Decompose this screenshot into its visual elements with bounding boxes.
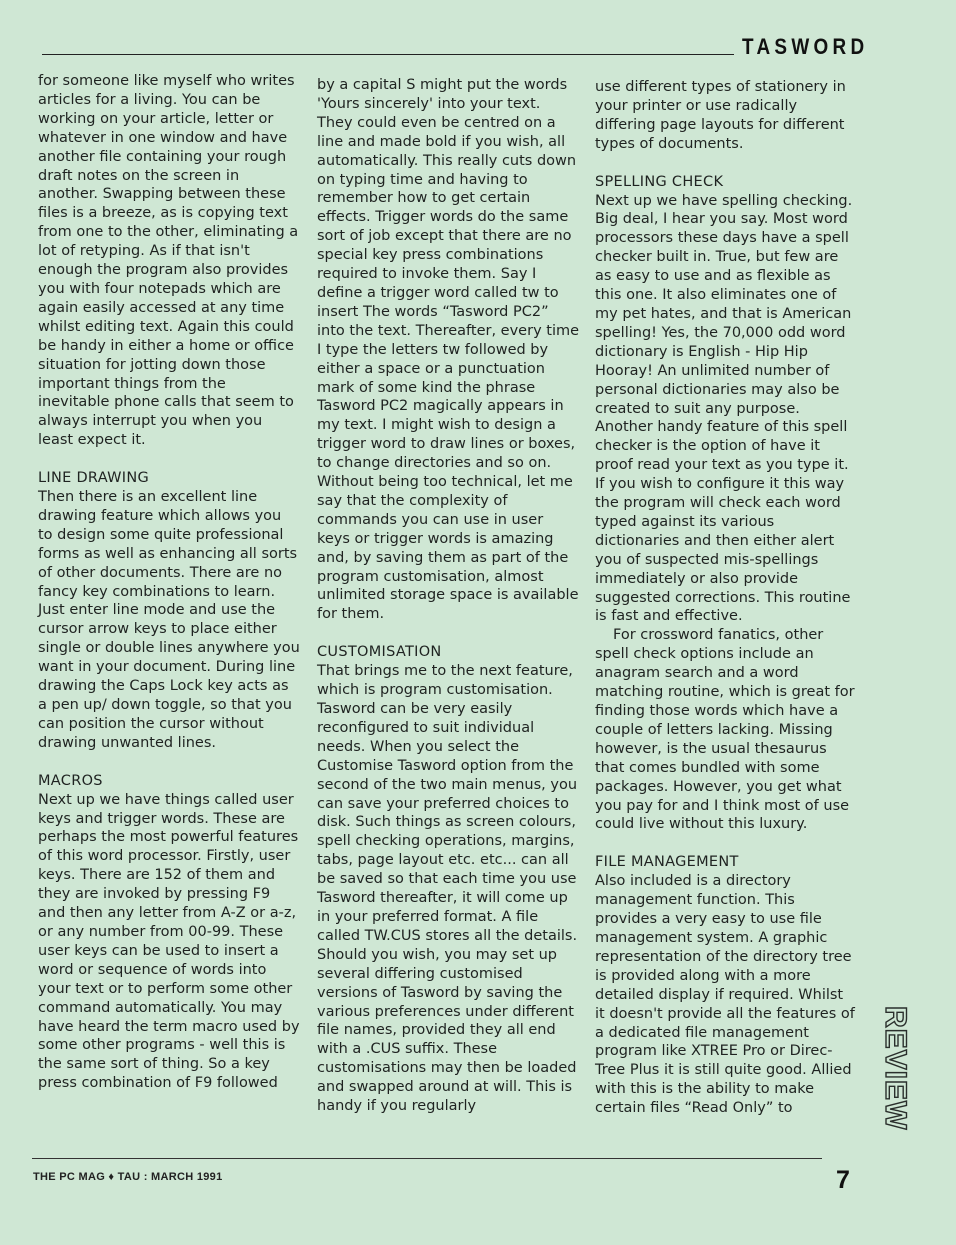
text-column-2 [317, 76, 579, 1116]
body-paragraph: Also included is a directory management function. This provides a very easy to use file management system. A graphic representation of the directory tree is provided along with a more detailed display if required. Whilst it doesn't provide all the features of a dedicated file management program like XTREE Pro or Direc-Tree Plus it is still quite good. Allied with this is the ability to make certain files “Read Only” to [595, 873, 855, 1117]
body-paragraph: use different types of stationery in your printer or use radically differing page layouts for different types of documents. [595, 79, 846, 152]
text-column-1 [38, 72, 300, 1093]
body-paragraph: For crossword fanatics, other spell check options include an anagram search and a word matching routine, which is great for finding those words which have a couple of letters lacking. Missing however, is the usual thesaurus that comes bundled with some packages. However, you get what you pay for and I think most of use could live without this luxury. [595, 627, 855, 833]
review-side-label: REVIEW [879, 1006, 912, 1131]
text-column-3 [595, 78, 857, 1118]
section-heading: CUSTOMISATION [317, 644, 442, 661]
body-paragraph: Then there is an excellent line drawing feature which allows you to design some quite professional forms as well as enhancing all sorts of other documents. There are no fancy key combinations to learn. Just enter line mode and use the cursor arrow keys to place either single or double lines anywhere you want in your document. During line drawing the Caps Lock key acts as a pen up/ down toggle, so that you can position the cursor without drawing unwanted lines. [38, 489, 300, 751]
section-heading: FILE MANAGEMENT [595, 854, 739, 871]
section-heading: MACROS [38, 772, 103, 789]
section-heading: LINE DRAWING [38, 470, 150, 487]
body-paragraph: by a capital S might put the words 'Yours sincerely' into your text. They could even be centred on a line and made bold if you wish, all automatically. This really cuts down on typing time and having to remember how to get certain effects. Trigger words do the same sort of job except that there are no special key press combinations required to invoke them. Say I define a trigger word called tw to insert The words “Tasword PC2” into the text. Thereafter, every time I type the letters tw followed by either a space or a punctuation mark of some kind the phrase Tasword PC2 magically appears in my text. I might wish to design a trigger word to draw lines or boxes, to change directories and so on. Without being too technical, let me say that the complexity of commands you can use in user keys or trigger words is amazing and, by saving them as part of the program customisation, almost unlimited storage space is available for them. [317, 77, 580, 623]
body-paragraph: Next up we have spelling checking. Big deal, I hear you say. Most word processors these days have a spell checker built in. True, but few are as easy to use and as flexible as this one. It also eliminates one of my pet hates, and that is American spelling! Yes, the 70,000 odd word dictionary is English - Hip Hip Hooray! An unlimited number of personal dictionaries may also be created to suit any purpose. Another handy feature of this spell checker is the option of have it proof read your text as you type it. If you wish to configure it this way the program will check each word typed against its various dictionaries and then either alert you of suspected mis-spellings immediately or also provide suggested corrections. This routine is fast and effective. [595, 192, 853, 625]
footer-publication: THE PC MAG ♦ TAU : MARCH 1991 [33, 1171, 223, 1183]
header-rule [42, 54, 734, 55]
footer-rule [32, 1158, 822, 1159]
section-heading: SPELLING CHECK [595, 173, 724, 190]
section-title: TASWORD [742, 34, 869, 59]
body-paragraph: for someone like myself who writes articles for a living. You can be working on your article, letter or whatever in one window and have another file containing your rough draft notes on the screen in another. Swapping between these files is a breeze, as is copying text from one to the other, eliminating a lot of retyping. As if that isn't enough the program also provides you with four notepads which are again easily accessed at any time whilst editing text. Again this could be handy in either a home or office situation for jotting down those important things from the inevitable phone calls that seem to always interrupt you when you least expect it. [38, 73, 299, 449]
body-paragraph: That brings me to the next feature, which is program customisation. Tasword can be very easily reconfigured to suit individual needs. When you select the Customise Tasword option from the second of the two main menus, you can save your preferred choices to disk. Such things as screen colours, spell checking operations, margins, tabs, page layout etc. etc... can all be saved so that each time you use Tasword thereafter, it will come up in your preferred format. A file called TW.CUS stores all the details. Should you wish, you may set up several differing customised versions of Tasword by saving the various preferences under different file names, provided they all end with a .CUS suffix. These customisations may then be loaded and swapped around at will. This is handy if you regularly [317, 663, 578, 1115]
body-paragraph: Next up we have things called user keys and trigger words. These are perhaps the most powerful features of this word processor. Firstly, user keys. There are 152 of them and they are invoked by pressing F9 and then any letter from A-Z or a-z, or any number from 00-99. These user keys can be used to insert a word or sequence of words into your text or to perform some other command automatically. You may have heard the term macro used by some other programs - well this is the same sort of thing. So a key press combination of F9 followed [38, 791, 300, 1092]
page-number: 7 [836, 1166, 850, 1194]
